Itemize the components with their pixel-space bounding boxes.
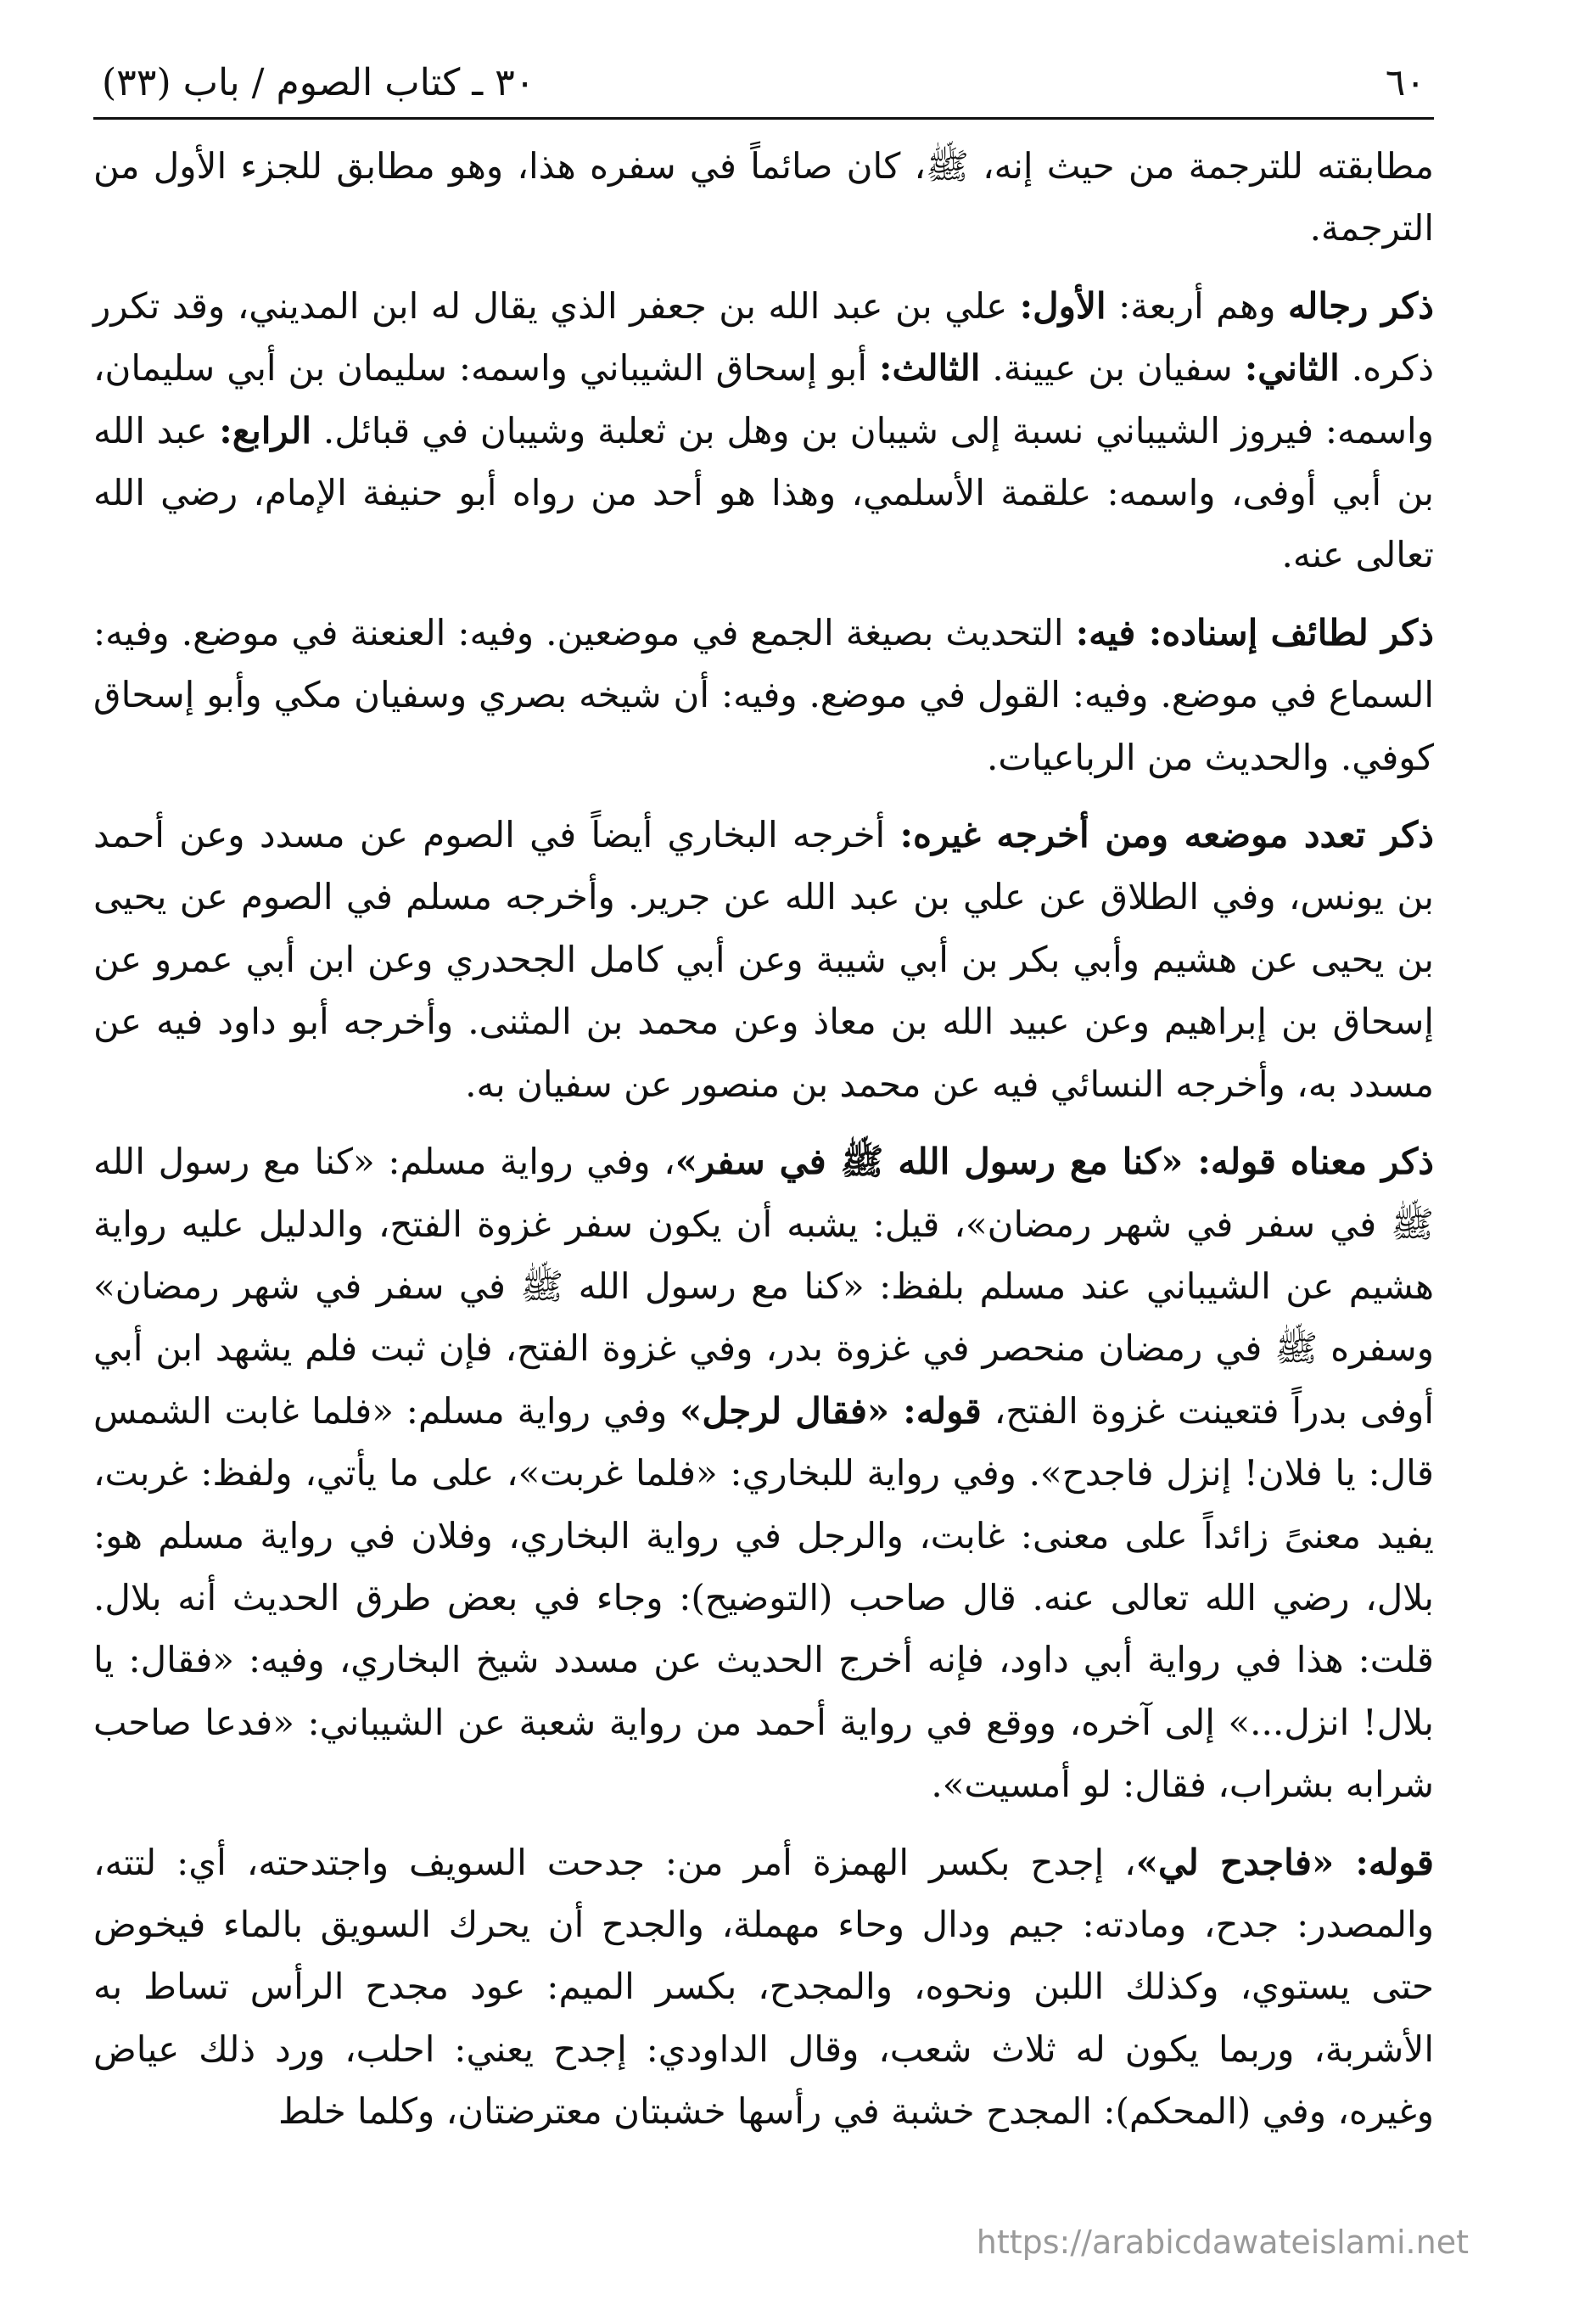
bold-heading-text: قوله: «فقال لرجل» xyxy=(680,1389,982,1432)
body-text: التحديث بصيغة الجمع في موضعين. وفيه: العنعنة في موضع. وفيه: السماع في موضع. وفيه: القول في موضع. وفيه: أن شيخه بصري وسفيان مكي وأبو إسحاق كوفي. والحديث من الرباعيات. xyxy=(93,611,1434,778)
bold-heading-text: الرابع: xyxy=(219,409,312,451)
page-body xyxy=(93,135,1434,2143)
bold-heading-text: ذكر تعدد موضعه ومن أخرجه غيره: xyxy=(899,814,1434,856)
body-text: وهم أربعة: xyxy=(1106,284,1289,327)
bold-heading-text: ذكر لطائف إسناده: فيه: xyxy=(1075,611,1434,653)
body-text: أخرجه البخاري أيضاً في الصوم عن مسدد وعن أحمد بن يونس، وفي الطلاق عن علي بن عبد الله عن جرير. وأخرجه مسلم في الصوم عن يحيى بن يحيى عن هشيم وأبي بكر بن أبي شيبة وعن أبي كامل الجحدري وعن ابن أبي عمرو عن إسحاق بن إبراهيم وعن عبيد الله بن معاذ وعن محمد بن المثنى. وأخرجه أبو داود فيه عن مسدد به، وأخرجه النسائي فيه عن محمد بن منصور عن سفيان به. xyxy=(93,814,1434,1105)
body-text: مطابقته للترجمة من حيث إنه، ﷺ، كان صائماً في سفره هذا، وهو مطابق للجزء الأول من الترجمة. xyxy=(93,145,1434,250)
bold-heading-text: ذكر معناه قوله: «كنا مع رسول الله ﷺ في سفر» xyxy=(675,1141,1434,1183)
bold-heading-text: الثالث: xyxy=(878,347,981,390)
paragraph xyxy=(93,602,1434,788)
page-number: ٦٠ xyxy=(1385,61,1425,104)
body-text: ، إجدح بكسر الهمزة أمر من: جدحت السويف واجتدحته، أي: لتته، والمصدر: جدح، ومادته: جيم ودال وحاء مهملة، والجدح أن يحرك السويق بالماء فيخوض حتى يستوي، وكذلك اللبن ونحوه، والمجدح، بكسر الميم: عود مجدح الرأس تساط به الأشربة، وربما يكون له ثلاث شعب، وقال الداودي: إجدح يعني: احلب، ورد ذلك عياض وغيره، وفي (المحكم): المجدح خشبة في رأسها خشبتان معترضتان، وكلما خلط xyxy=(93,1841,1434,2133)
body-text: أبو إسحاق الشيباني واسمه: سليمان بن أبي سليمان، واسمه: فيروز الشيباني نسبة إلى شيبان بن وهل بن ثعلبة وشيبان في قبائل. xyxy=(93,347,1434,451)
bold-heading-text: ذكر رجاله xyxy=(1288,284,1435,327)
book-page xyxy=(93,59,1434,2158)
bold-heading-text: الأول: xyxy=(1019,284,1106,327)
running-title: ٣٠ ـ كتاب الصوم / باب (٣٣) xyxy=(102,61,535,104)
paragraph xyxy=(93,135,1434,260)
bold-heading-text: قوله: «فاجدح لي» xyxy=(1135,1841,1434,1883)
bold-heading-text: الثاني: xyxy=(1244,347,1340,390)
body-text: سفيان بن عيينة. xyxy=(980,347,1245,390)
paragraph xyxy=(93,1130,1434,1815)
body-text: عبد الله بن أبي أوفى، واسمه: علقمة الأسلمي، وهذا هو أحد من رواه أبو حنيفة الإمام، رضي الله تعالى عنه. xyxy=(93,409,1434,576)
watermark-url: https://arabicdawateislami.net xyxy=(976,2224,1469,2261)
body-text: علي بن عبد الله بن جعفر الذي يقال له ابن المديني، وقد تكرر ذكره. xyxy=(93,284,1435,390)
body-text: وفي رواية مسلم: «فلما غابت الشمس قال: يا فلان! إنزل فاجدح». وفي رواية للبخاري: «فلما غربت»، على ما يأتي، ولفظ: غربت، يفيد معنىً زائداً على معنى: غابت، والرجل في رواية البخاري، وفلان في رواية مسلم هو: بلال، رضي الله تعالى عنه. قال صاحب (التوضيح): وجاء في بعض طرق الحديث أنه بلال. قلت: هذا في رواية أبي داود، فإنه أخرج الحديث عن مسدد شيخ البخاري، وفيه: «فقال: يا بلال! انزل...» إلى آخره، ووقع في رواية أحمد من رواية شعبة عن الشيباني: «فدعا صاحب شرابه بشراب، فقال: لو أمسيت». xyxy=(93,1389,1434,1806)
paragraph xyxy=(93,275,1434,586)
body-text: ، وفي رواية مسلم: «كنا مع رسول الله ﷺ في سفر في شهر رمضان»، قيل: يشبه أن يكون سفر غزوة الفتح، والدليل عليه رواية هشيم عن الشيباني عند مسلم بلفظ: «كنا مع رسول الله ﷺ في سفر في شهر رمضان» وسفره ﷺ في رمضان منحصر في غزوة بدر، وفي غزوة الفتح، فإن ثبت فلم يشهد ابن أبي أوفى بدراً فتعينت غزوة الفتح، xyxy=(93,1141,1434,1432)
paragraph xyxy=(93,804,1434,1115)
paragraph xyxy=(93,1831,1434,2143)
page-header xyxy=(93,59,1434,120)
